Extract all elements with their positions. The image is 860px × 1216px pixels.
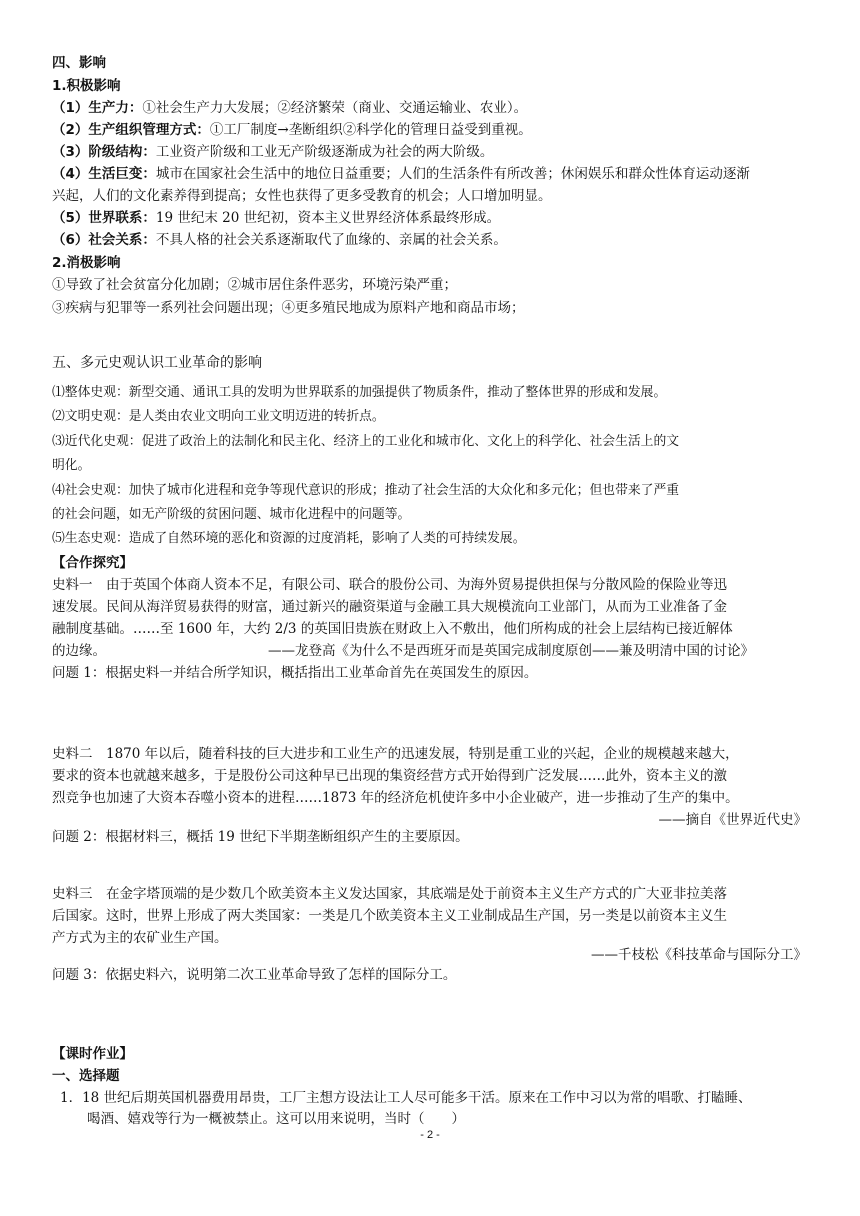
page-number: - 2 - [420, 1129, 440, 1141]
material-3-line: 产方式为主的农矿业生产国。 [52, 930, 228, 946]
question-3: 问题 3：依据史料六，说明第二次工业革命导致了怎样的国际分工。 [52, 967, 457, 983]
negative-impact-title: 2.消极影响 [52, 255, 121, 271]
material-2-line: 史料二 1870 年以后，随着科技的巨大进步和工业生产的迅速发展，特别是重工业的兴起，企业的规模越来越大， [52, 746, 739, 762]
material-2-line: 要求的资本也就越来越多，于是股份公司这种早已出现的集资经营方式开始得到广泛发展……此外，资本主义的激 [52, 768, 727, 784]
material-3-line: 后国家。这时，世界上形成了两大类国家：一类是几个欧美资本主义工业制成品生产国，另一类是以前资本主义生 [52, 908, 727, 924]
impact-item: （1）生产力：①社会生产力大发展；②经济繁荣（商业、交通运输业、农业）。 [52, 100, 528, 116]
section-title-perspectives: 五、多元史观认识工业革命的影响 [52, 355, 262, 371]
material-1-line: 融制度基础。……至 1600 年，大约 2/3 的英国旧贵族在财政上入不敷出，他们所构成的社会上层结构已接近解体 [52, 621, 733, 637]
positive-impact-title: 1.积极影响 [52, 78, 121, 94]
material-2-line: 烈竞争也加速了大资本吞噬小资本的进程……1873 年的经济危机使许多中小企业破产，进一步推动了生产的集中。 [52, 790, 739, 806]
perspective-line: ⑸生态史观：造成了自然环境的恶化和资源的过度消耗，影响了人类的可持续发展。 [52, 531, 526, 546]
material-1-line: 史料一 由于英国个体商人资本不足，有限公司、联合的股份公司、为海外贸易提供担保与分散风险的保险业等迅 [52, 577, 727, 593]
material-1-source: ——龙登高《为什么不是西班牙而是英国完成制度原创——兼及明清中国的讨论》 [268, 643, 754, 659]
material-2-source: ——摘自《世界近代史》 [658, 812, 807, 828]
material-3-source: ——千枝松《科技革命与国际分工》 [591, 947, 807, 963]
section-title-impact: 四、影响 [52, 55, 106, 71]
material-3-line: 史料三 在金字塔顶端的是少数几个欧美资本主义发达国家，其底端是处于前资本主义生产方式的广大亚非拉美落 [52, 886, 727, 902]
impact-item: （5）世界联系：19 世纪末 20 世纪初，资本主义世界经济体系最终形成。 [52, 210, 501, 226]
impact-item: （2）生产组织管理方式：①工厂制度→垄断组织②科学化的管理日益受到重视。 [52, 122, 532, 138]
question-text: 1．18 世纪后期英国机器费用昂贵，工厂主想方设法让工人尽可能多干活。原来在工作中习以为常的唱歌、打瞌睡、 [60, 1090, 752, 1106]
perspective-line: ⑴整体史观：新型交通、通讯工具的发明为世界联系的加强提供了物质条件，推动了整体世界的形成和发展。 [52, 385, 667, 400]
material-1-line: 的边缘。 [52, 643, 106, 659]
impact-item-continued: 兴起，人们的文化素养得到提高；女性也获得了更多受教育的机会；人口增加明显。 [52, 188, 552, 204]
material-1-line: 速发展。民间从海洋贸易获得的财富，通过新兴的融资渠道与金融工具大规模流向工业部门，从而为工业准备了金 [52, 599, 727, 615]
homework-title: 【课时作业】 [52, 1046, 133, 1062]
impact-item: （3）阶级结构：工业资产阶级和工业无产阶级逐渐成为社会的两大阶级。 [52, 144, 494, 160]
perspective-line: ⑷社会史观：加快了城市化进程和竞争等现代意识的形成；推动了社会生活的大众化和多元化；但也带来了严重 [52, 483, 680, 498]
choice-section-title: 一、选择题 [52, 1068, 120, 1084]
perspective-line: ⑶近代化史观：促进了政治上的法制化和民主化、经济上的工业化和城市化、文化上的科学化、社会生活上的文 [52, 434, 680, 449]
question-text: 喝酒、嬉戏等行为一概被禁止。这可以用来说明，当时（ ） [60, 1111, 465, 1127]
perspective-line: ⑵文明史观：是人类由农业文明向工业文明迈进的转折点。 [52, 409, 385, 424]
coop-title: 【合作探究】 [52, 555, 133, 571]
question-1: 问题 1：根据史料一并结合所学知识，概括指出工业革命首先在英国发生的原因。 [52, 665, 538, 681]
perspective-line: 的社会问题，如无产阶级的贫困问题、城市化进程中的问题等。 [52, 507, 411, 522]
negative-impact-line: ③疾病与犯罪等一系列社会问题出现；④更多殖民地成为原料产地和商品市场； [52, 300, 525, 316]
impact-item: （6）社会关系：不具人格的社会关系逐渐取代了血缘的、亲属的社会关系。 [52, 232, 507, 248]
impact-item: （4）生活巨变：城市在国家社会生活中的地位日益重要；人们的生活条件有所改善；休闲娱乐和群众性体育运动逐渐 [52, 166, 750, 182]
question-2: 问题 2：根据材料三，概括 19 世纪下半期垄断组织产生的主要原因。 [52, 829, 469, 845]
negative-impact-line: ①导致了社会贫富分化加剧；②城市居住条件恶劣，环境污染严重； [52, 277, 457, 293]
perspective-line: 明化。 [52, 458, 91, 473]
